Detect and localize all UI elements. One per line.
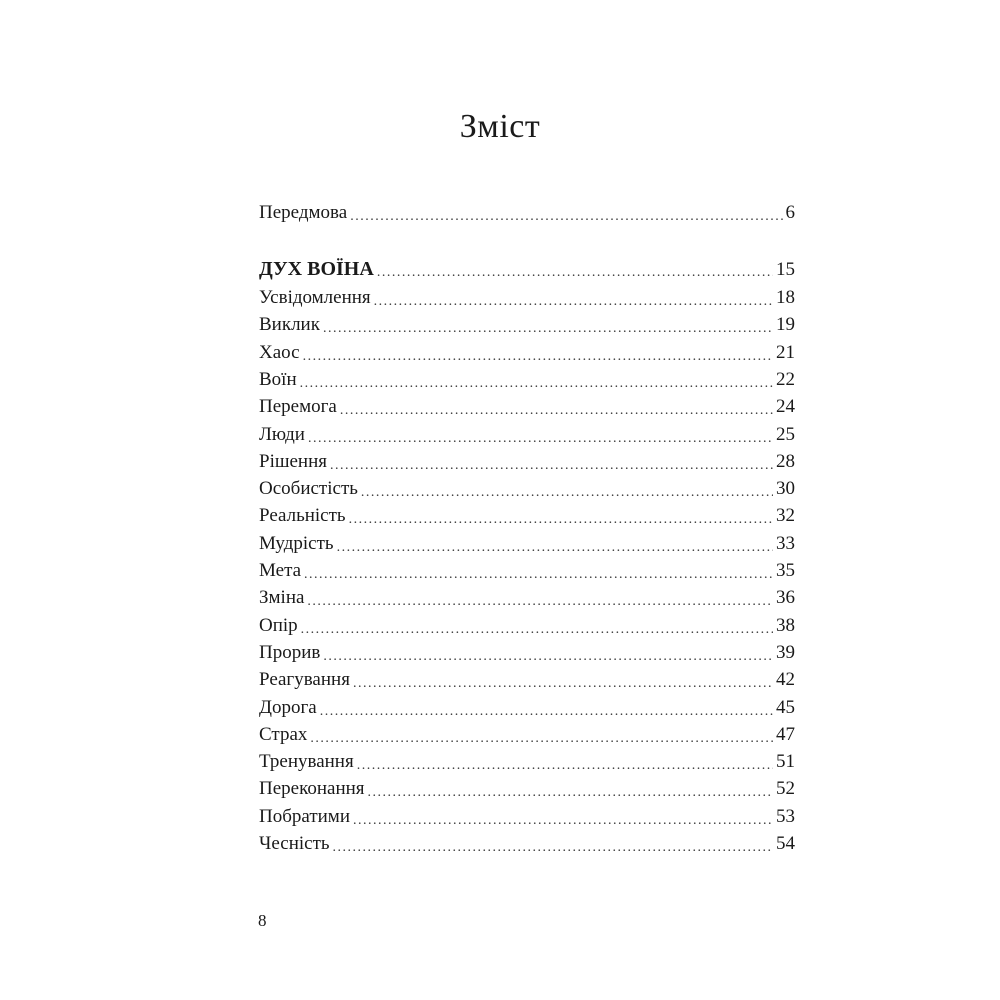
toc-entry-row (259, 747, 795, 777)
toc-entry-label: Рішення (259, 450, 327, 472)
toc-page-number: 39 (776, 641, 795, 663)
toc-entry-row (259, 447, 795, 477)
toc-entry-row (259, 420, 795, 450)
toc-entry-label: Воїн (259, 368, 297, 390)
toc-entry-label: Тренування (259, 751, 354, 773)
toc-entry-row (259, 802, 795, 832)
toc-page-number: 52 (776, 778, 795, 800)
toc-page-number: 38 (776, 614, 795, 636)
toc-entry-label: Дорога (259, 696, 317, 718)
toc-entry-row (259, 338, 795, 368)
toc-entry-row (259, 774, 795, 804)
toc-entry-label: Перемога (259, 396, 337, 418)
toc-entry-label: Мудрість (259, 532, 334, 554)
toc-section-row (259, 254, 795, 284)
toc-entry-row (259, 392, 795, 422)
toc-leader-dots (333, 837, 773, 859)
toc-entry-label: Реагування (259, 669, 350, 691)
toc-page-number: 19 (776, 314, 795, 336)
toc-entry-label: Передмова (259, 202, 348, 223)
toc-preface-row (259, 198, 795, 228)
toc-page-number: 45 (776, 696, 795, 718)
toc-entry-label: Хаос (259, 341, 300, 363)
toc-page-number: 22 (776, 368, 795, 390)
toc-page-number: 35 (776, 560, 795, 581)
page-number-folio: 8 (258, 911, 267, 930)
toc-page-number: 24 (776, 396, 795, 418)
toc-entry-row (259, 693, 795, 723)
toc-entry-row (259, 365, 795, 395)
toc-entry-row (259, 310, 795, 340)
toc-entry-row (259, 665, 795, 695)
toc-entry-label: Виклик (259, 314, 320, 336)
toc-page-number: 54 (776, 833, 795, 854)
toc-entry-label: Переконання (259, 778, 365, 800)
toc-entry-label: Мета (259, 560, 302, 581)
toc-entry-label: Страх (259, 723, 308, 745)
toc-entry-row (259, 501, 795, 531)
toc-page-number: 47 (776, 723, 795, 745)
toc-page-number: 42 (776, 669, 795, 691)
toc-page-number: 15 (776, 259, 795, 280)
toc-page-number: 6 (785, 202, 795, 223)
toc-entry-label: Люди (259, 423, 305, 445)
toc-page-number: 28 (776, 450, 795, 472)
toc-page-number: 21 (776, 341, 795, 363)
toc-page-number: 53 (776, 805, 795, 827)
toc-entry-label: Опір (259, 614, 298, 636)
toc-page-number: 36 (776, 587, 795, 609)
toc-entry-row (259, 474, 795, 504)
toc-page-number: 51 (776, 751, 795, 773)
toc-entry-row (259, 720, 795, 750)
toc-entry-row (259, 556, 795, 586)
toc-entry-row (259, 283, 795, 313)
toc-entry-row (259, 529, 795, 559)
toc-entry-label: Чесність (259, 833, 330, 854)
toc-entry-label: Побратими (259, 805, 350, 827)
toc-entry-row (259, 583, 795, 613)
toc-leader-dots (377, 262, 773, 284)
toc-entry-label: Особистість (259, 478, 358, 500)
toc-leader-dots (350, 206, 782, 228)
toc-entry-row (259, 829, 795, 859)
toc-page-number: 25 (776, 423, 795, 445)
toc-entry-label: Зміна (259, 587, 305, 609)
toc-entry-label: Реальність (259, 505, 346, 527)
toc-section-label: ДУХ ВОЇНА (259, 258, 374, 280)
toc-page-number: 18 (776, 287, 795, 308)
toc-entry-label: Усвідомлення (259, 287, 371, 308)
toc-entry-row (259, 611, 795, 641)
toc-entry-label: Прорив (259, 641, 321, 663)
toc-page-number: 30 (776, 478, 795, 500)
toc-entry-row (259, 638, 795, 668)
page-title: Зміст (459, 108, 541, 145)
toc-page-number: 32 (776, 505, 795, 527)
toc-page-number: 33 (776, 532, 795, 554)
